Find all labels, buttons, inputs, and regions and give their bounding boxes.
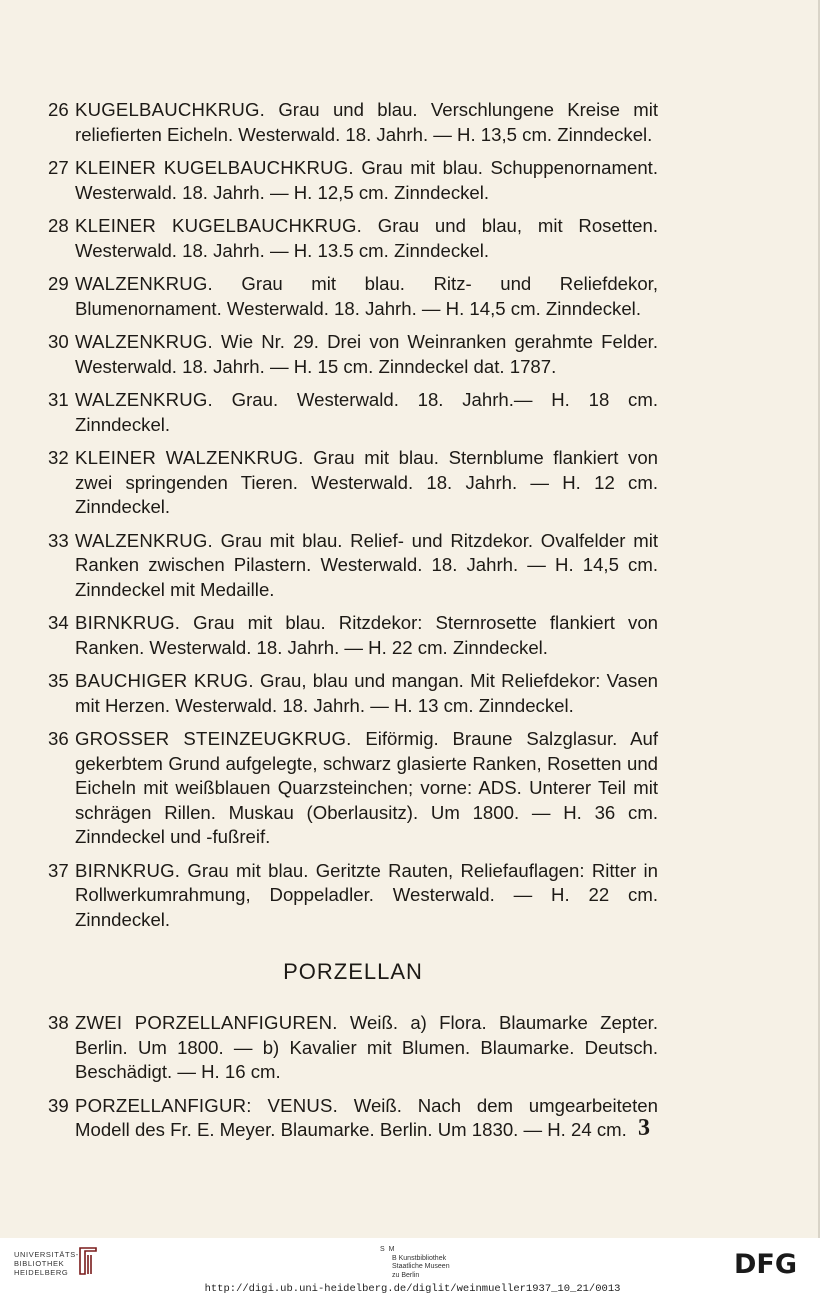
entry-number: 29: [48, 273, 69, 294]
entry-number: 33: [48, 529, 69, 551]
uni-line: UNIVERSITÄTS-: [14, 1250, 79, 1259]
entry-description: Weiß. a) Flora. Blaumarke Zepter. Berlin. Um 1800. — b) Kavalier mit Blumen. Blaumarke. Deutsch. Beschädigt. — H. 16 cm.: [75, 1012, 658, 1082]
entry-title: WALZENKRUG.: [75, 529, 213, 551]
catalog-entry: [48, 611, 658, 660]
entry-description: Grau. Westerwald. 18. Jahrh.— H. 18 cm. Zinndeckel.: [75, 389, 658, 435]
institution-line: B Kunstbibliothek: [392, 1254, 447, 1262]
entry-title: WALZENKRUG.: [75, 331, 213, 352]
entry-title: BAUCHIGER KRUG.: [75, 670, 254, 691]
entry-description: Grau mit blau. Relief- und Ritzdekor. Ovalfelder mit Ranken zwischen Pilastern. Westerwald. 18. Jahrh. — H. 14,5 cm. Zinndeckel mit Medaille.: [75, 529, 658, 600]
permalink-url[interactable]: http://digi.ub.uni-heidelberg.de/diglit/weinmueller1937_10_21/0013: [204, 1283, 621, 1295]
entry-title: KLEINER KUGELBAUCHKRUG.: [75, 215, 362, 236]
entry-number: 30: [48, 331, 69, 352]
university-library-logo[interactable]: [14, 1250, 79, 1277]
entry-title: GROSSER STEINZEUGKRUG.: [75, 728, 352, 749]
entry-title: PORZELLANFIGUR: VENUS.: [75, 1094, 338, 1116]
catalog-entry: [48, 859, 658, 933]
catalog-entry: [48, 1094, 658, 1143]
entry-title: BIRNKRUG.: [75, 859, 181, 881]
catalog-entry: [48, 1011, 658, 1085]
entry-description: Eiförmig. Braune Salzglasur. Auf gekerbtem Grund aufgelegte, schwarz glasierte Ranken, Rosetten und Eicheln mit weißblauen Quarzsteinchen; vorne: ADS. Unterer Teil mit schrägen Rillen. Muskau (Oberlausitz). Um 1800. — H. 36 cm. Zinndeckel und -fußreif.: [75, 728, 658, 847]
entry-number: 39: [48, 1094, 69, 1116]
entry-title: KLEINER KUGELBAUCHKRUG.: [75, 157, 354, 178]
entry-number: 31: [48, 389, 69, 410]
institution-line: Staatliche Museen: [392, 1263, 450, 1270]
entry-title: WALZENKRUG.: [75, 389, 213, 410]
heidelberg-emblem-icon: [77, 1246, 99, 1276]
catalog-entries: [48, 98, 658, 1152]
entry-description: Grau, blau und mangan. Mit Reliefdekor: Vasen mit Herzen. Westerwald. 18. Jahrh. — H. 13 cm. Zinndeckel.: [75, 670, 658, 716]
catalog-entry: [48, 529, 658, 603]
entry-number: 26: [48, 99, 69, 120]
catalog-entry: [48, 156, 658, 205]
catalog-entry: [48, 669, 658, 718]
museum-credit: [380, 1246, 450, 1280]
entry-description: Wie Nr. 29. Drei von Weinranken gerahmte Felder. Westerwald. 18. Jahrh. — H. 15 cm. Zinndeckel dat. 1787.: [75, 331, 658, 377]
catalog-entry: [48, 330, 658, 379]
entry-title: WALZENKRUG.: [75, 273, 213, 294]
entry-description: Grau mit blau. Geritzte Rauten, Reliefauflagen: Ritter in Rollwerkumrahmung, Doppeladler. Westerwald. — H. 22 cm. Zinndeckel.: [75, 859, 658, 930]
entry-title: KLEINER WALZENKRUG.: [75, 447, 304, 468]
dfg-logo-icon[interactable]: [734, 1250, 812, 1276]
catalog-entry: [48, 727, 658, 850]
entry-description: Weiß. Nach dem umgearbeiteten Modell des Fr. E. Meyer. Blaumarke. Berlin. Um 1830. — H. 24 cm.: [75, 1094, 658, 1140]
entry-description: Grau und blau. Verschlungene Kreise mit reliefierten Eicheln. Westerwald. 18. Jahrh. — H. 13,5 cm. Zinndeckel.: [75, 99, 658, 145]
entry-title: ZWEI PORZELLANFIGUREN.: [75, 1012, 338, 1033]
entry-number: 38: [48, 1012, 69, 1033]
sm-mark: S M: [380, 1246, 396, 1253]
catalog-entry: [48, 388, 658, 437]
entry-number: 37: [48, 859, 69, 881]
uni-line: HEIDELBERG: [14, 1268, 69, 1277]
dfg-logo-text: DFG: [734, 1250, 798, 1276]
entry-description: Grau und blau, mit Rosetten. Westerwald. 18. Jahrh. — H. 13.5 cm. Zinndeckel.: [75, 215, 659, 261]
institution-line: zu Berlin: [392, 1271, 420, 1279]
entry-number: 35: [48, 670, 69, 691]
entry-description: Grau mit blau. Sternblume flankiert von zwei springenden Tieren. Westerwald. 18. Jahrh. — H. 12 cm. Zinndeckel.: [75, 447, 658, 517]
catalog-entry: [48, 446, 658, 520]
entry-title: BIRNKRUG.: [75, 612, 181, 633]
page-number: 3: [638, 1115, 650, 1141]
entry-title: KUGELBAUCHKRUG.: [75, 99, 266, 120]
catalog-entry: [48, 272, 658, 321]
catalog-entry: [48, 98, 658, 147]
viewer-footer: [0, 1238, 825, 1297]
entry-number: 28: [48, 215, 69, 236]
uni-line: BIBLIOTHEK: [14, 1259, 65, 1268]
section-heading: PORZELLAN: [283, 959, 423, 984]
entry-number: 36: [48, 728, 69, 749]
entry-description: Grau mit blau. Schuppenornament. Westerwald. 18. Jahrh. — H. 12,5 cm. Zinndeckel.: [75, 157, 658, 203]
entry-number: 27: [48, 157, 69, 178]
catalog-entry: [48, 214, 658, 263]
entry-description: Grau mit blau. Ritz- und Reliefdekor, Blumenornament. Westerwald. 18. Jahrh. — H. 14,5 cm. Zinndeckel.: [75, 273, 658, 319]
entry-number: 34: [48, 612, 69, 633]
entry-description: Grau mit blau. Ritzdekor: Sternrosette flankiert von Ranken. Westerwald. 18. Jahrh. — H. 22 cm. Zinndeckel.: [75, 612, 658, 658]
entry-number: 32: [48, 447, 69, 468]
